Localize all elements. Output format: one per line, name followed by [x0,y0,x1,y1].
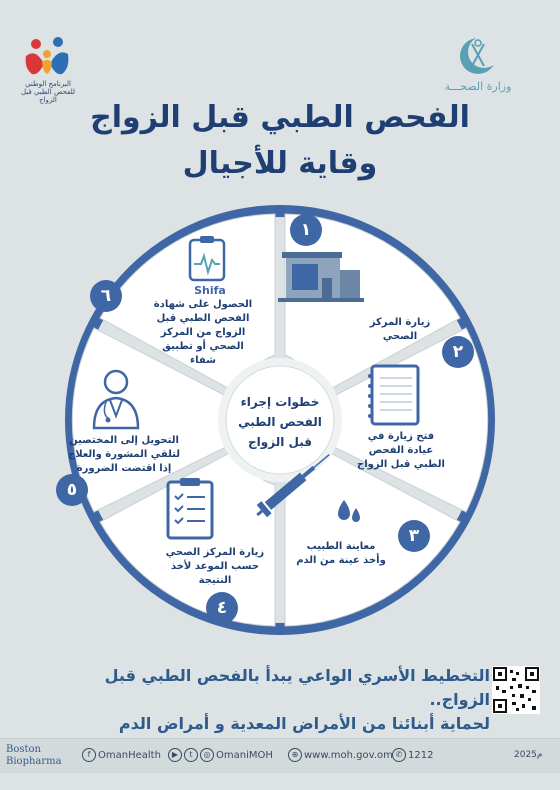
brand-line-2: Biopharma [6,756,62,767]
center-line-3: قبل الزواج [248,435,312,449]
phone-icon: ✆ [392,748,406,762]
message-line-2: لحماية أبنائنا من الأمراض المعدية و أمراض الدم [118,714,490,733]
step-number-2: ٢ [452,342,464,362]
program-logo [18,34,78,104]
brand-logo [6,744,62,768]
globe-icon: ⊕ [288,748,302,762]
step-text-5: التحويل إلى المختصين لتلقي المشورة والعلاج إذا اقتضت الضرورة [67,435,181,474]
social-links[interactable] [168,748,273,762]
twitter-icon: t [184,748,198,762]
ministry-logo [438,34,518,104]
facebook-link[interactable] [82,748,161,762]
year-label: 2025م [514,750,543,760]
website-url: www.moh.gov.om [304,750,393,761]
message-line-1: التخطيط الأسري الواعي يبدأ بالفحص الطبي قبل الزواج.. [104,666,490,709]
qr-code[interactable] [492,666,540,714]
family-icon [18,34,78,80]
step-number-3: ٣ [408,526,420,546]
step-text-1: زيارة المركز الصحي [369,317,431,342]
brand-line-1: Boston [6,744,41,755]
qr-icon [492,666,540,714]
step-number-4: ٤ [216,598,228,618]
page-subtitle: وقاية للأجيال [182,146,378,181]
center-line-2: الفحص الطبي [238,415,322,429]
program-tagline: البرنامج الوطني للفحص الطبي قبل الزواج [20,80,76,104]
phone-link[interactable] [392,748,433,762]
step-number-5: ٥ [66,480,78,500]
facebook-icon: f [82,748,96,762]
website-link[interactable] [288,748,393,762]
step-text-2: فتح زيارة في عيادة الفحص الطبي قبل الزواج [357,431,445,470]
shifa-app-icon [190,236,224,280]
social-handle: OmaniMOH [216,750,273,761]
center-label [216,392,344,452]
step-text-4: زيارة المركز الصحي حسب الموعد لأخذ النتيجة [165,547,265,586]
clipboard-icon [168,478,212,538]
notebook-icon [368,366,418,424]
youtube-icon: ▶ [168,748,182,762]
phone-number: 1212 [408,750,434,761]
step-number-6: ٦ [100,286,112,306]
instagram-icon: ◎ [200,748,214,762]
center-line-1: خطوات إجراء [240,395,320,409]
ministry-name: وزارة الصحـــة [444,80,512,93]
facebook-handle: OmanHealth [98,750,161,761]
crescent-icon [438,34,518,80]
page-title: الفحص الطبي قبل الزواج [90,100,470,135]
step-text-3: معاينة الطبيب وأخذ عينة من الدم [296,541,386,566]
shifa-label: Shifa [194,284,226,297]
step-text-6: الحصول على شهادة الفحص الطبي قبل الزواج من المركز الصحي أو تطبيق شفاء [153,299,253,366]
step-number-1: ١ [300,220,312,240]
